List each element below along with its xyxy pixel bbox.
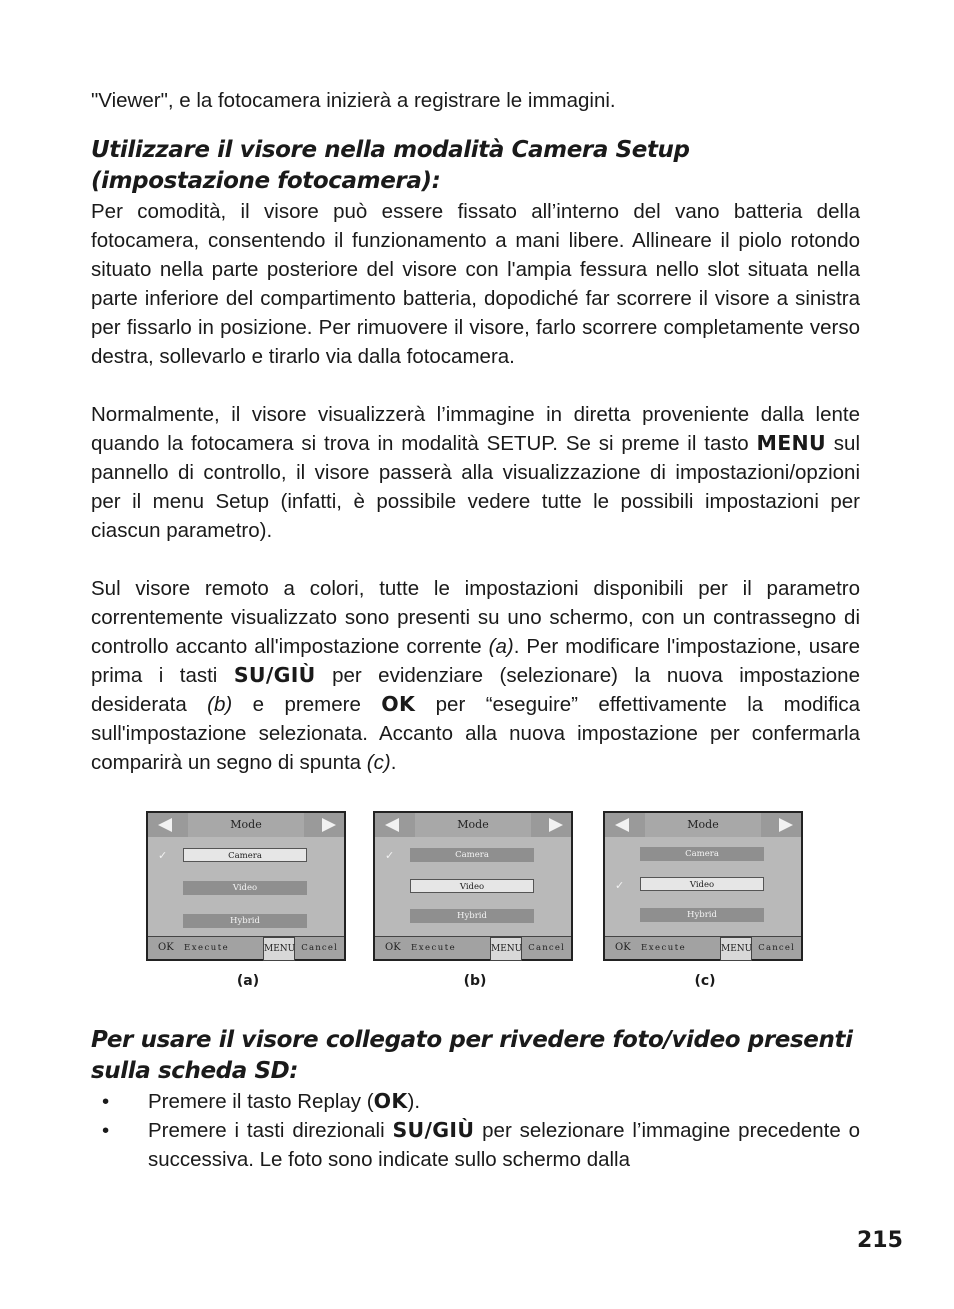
key-up-down: SU/GIÙ bbox=[233, 663, 316, 687]
option-video: Video bbox=[183, 881, 307, 895]
check-icon: ✓ bbox=[158, 849, 168, 862]
left-arrow-icon bbox=[615, 818, 629, 832]
option-hybrid: Hybrid bbox=[410, 909, 534, 923]
right-arrow-icon bbox=[779, 818, 793, 832]
lead-text: "Viewer", e la fotocamera inizierà a registrare le immagini. bbox=[91, 89, 616, 112]
viewer-screen-b: Mode ✓ Camera Video Hybrid OK Execute MENU Cancel bbox=[373, 811, 573, 961]
list-item: • Premere il tasto Replay (OK). bbox=[102, 1089, 421, 1113]
right-arrow-icon bbox=[322, 818, 336, 832]
option-camera: Camera bbox=[640, 847, 764, 861]
caption-a: (a) bbox=[236, 973, 260, 989]
viewer-screen-c: Mode Camera ✓ Video Hybrid OK Execute MENU Cancel bbox=[603, 811, 803, 961]
key-menu: MENU bbox=[756, 431, 826, 455]
check-icon: ✓ bbox=[385, 849, 395, 862]
option-camera: Camera bbox=[410, 848, 534, 862]
section-heading-camera-setup: Utilizzare il visore nella modalità Camera Setup (impostazione fotocamera): bbox=[91, 137, 690, 194]
left-arrow-icon bbox=[385, 818, 399, 832]
paragraph-settings: Sul visore remoto a colori, tutte le impostazioni disponibili per il parametro correntemente visualizzato sono presenti su uno schermo, con un contrassegno di controllo accanto all'impostazione corrente (a). Per modificare l'impostazione, usare prima i tasti SU/GIÙ per evidenziare (selezionare) la nuova impostazione desiderata (b) e premere OK per “eseguire” effettivamente la modifica sull'impostazione selezionata. Accanto alla nuova impostazione per confermarla comparirà un segno di spunta (c). bbox=[91, 577, 860, 774]
option-video: Video bbox=[410, 879, 534, 893]
option-video: Video bbox=[640, 877, 764, 891]
list-item: • Premere i tasti direzionali SU/GIÙ per selezionare l’immagine precedente o successiva. Le foto sono indicate sullo schermo dalla bbox=[102, 1118, 861, 1171]
option-hybrid: Hybrid bbox=[640, 908, 764, 922]
right-arrow-icon bbox=[549, 818, 563, 832]
caption-c: (c) bbox=[694, 973, 716, 989]
key-ok: OK bbox=[373, 1089, 408, 1113]
option-hybrid: Hybrid bbox=[183, 914, 307, 928]
key-ok: OK bbox=[381, 692, 416, 716]
page-number: 215 bbox=[857, 1228, 903, 1253]
option-camera: Camera bbox=[183, 848, 307, 862]
caption-b: (b) bbox=[463, 973, 487, 989]
paragraph-mounting: Per comodità, il visore può essere fissato all’interno del vano batteria della fotocamera, consentendo il funzionamento a mani libere. Allineare il piolo rotondo situato nella parte posteriore del visore con l'ampia fessura nello slot situata nella parte inferiore del compartimento batteria, dopodiché far scorrere il visore a sinistra per fissarlo in posizione. Per rimuovere il visore, farlo scorrere completamente verso destra, sollevarlo e tirarlo via dalla fotocamera. bbox=[91, 200, 860, 368]
paragraph-menu: Normalmente, il visore visualizzerà l’immagine in diretta proveniente dalla lente quando la fotocamera si trova in modalità SETUP. Se si preme il tasto MENU sul pannello di controllo, il visore passerà alla visualizzazione di impostazioni/opzioni per il menu Setup (infatti, è possibile vedere tutte le possibili impostazioni per ciascun parametro). bbox=[91, 403, 860, 542]
viewer-screens-figure bbox=[91, 793, 860, 1025]
left-arrow-icon bbox=[158, 818, 172, 832]
key-up-down: SU/GIÙ bbox=[392, 1118, 475, 1142]
viewer-screen-a: Mode ✓ Camera Video Hybrid OK Execute MENU Cancel bbox=[146, 811, 346, 961]
section-heading-review: Per usare il visore collegato per rivedere foto/video presenti sulla scheda SD: bbox=[91, 1027, 853, 1084]
page-content bbox=[91, 86, 860, 1174]
review-steps-list bbox=[91, 1087, 860, 1174]
check-icon: ✓ bbox=[615, 879, 625, 892]
